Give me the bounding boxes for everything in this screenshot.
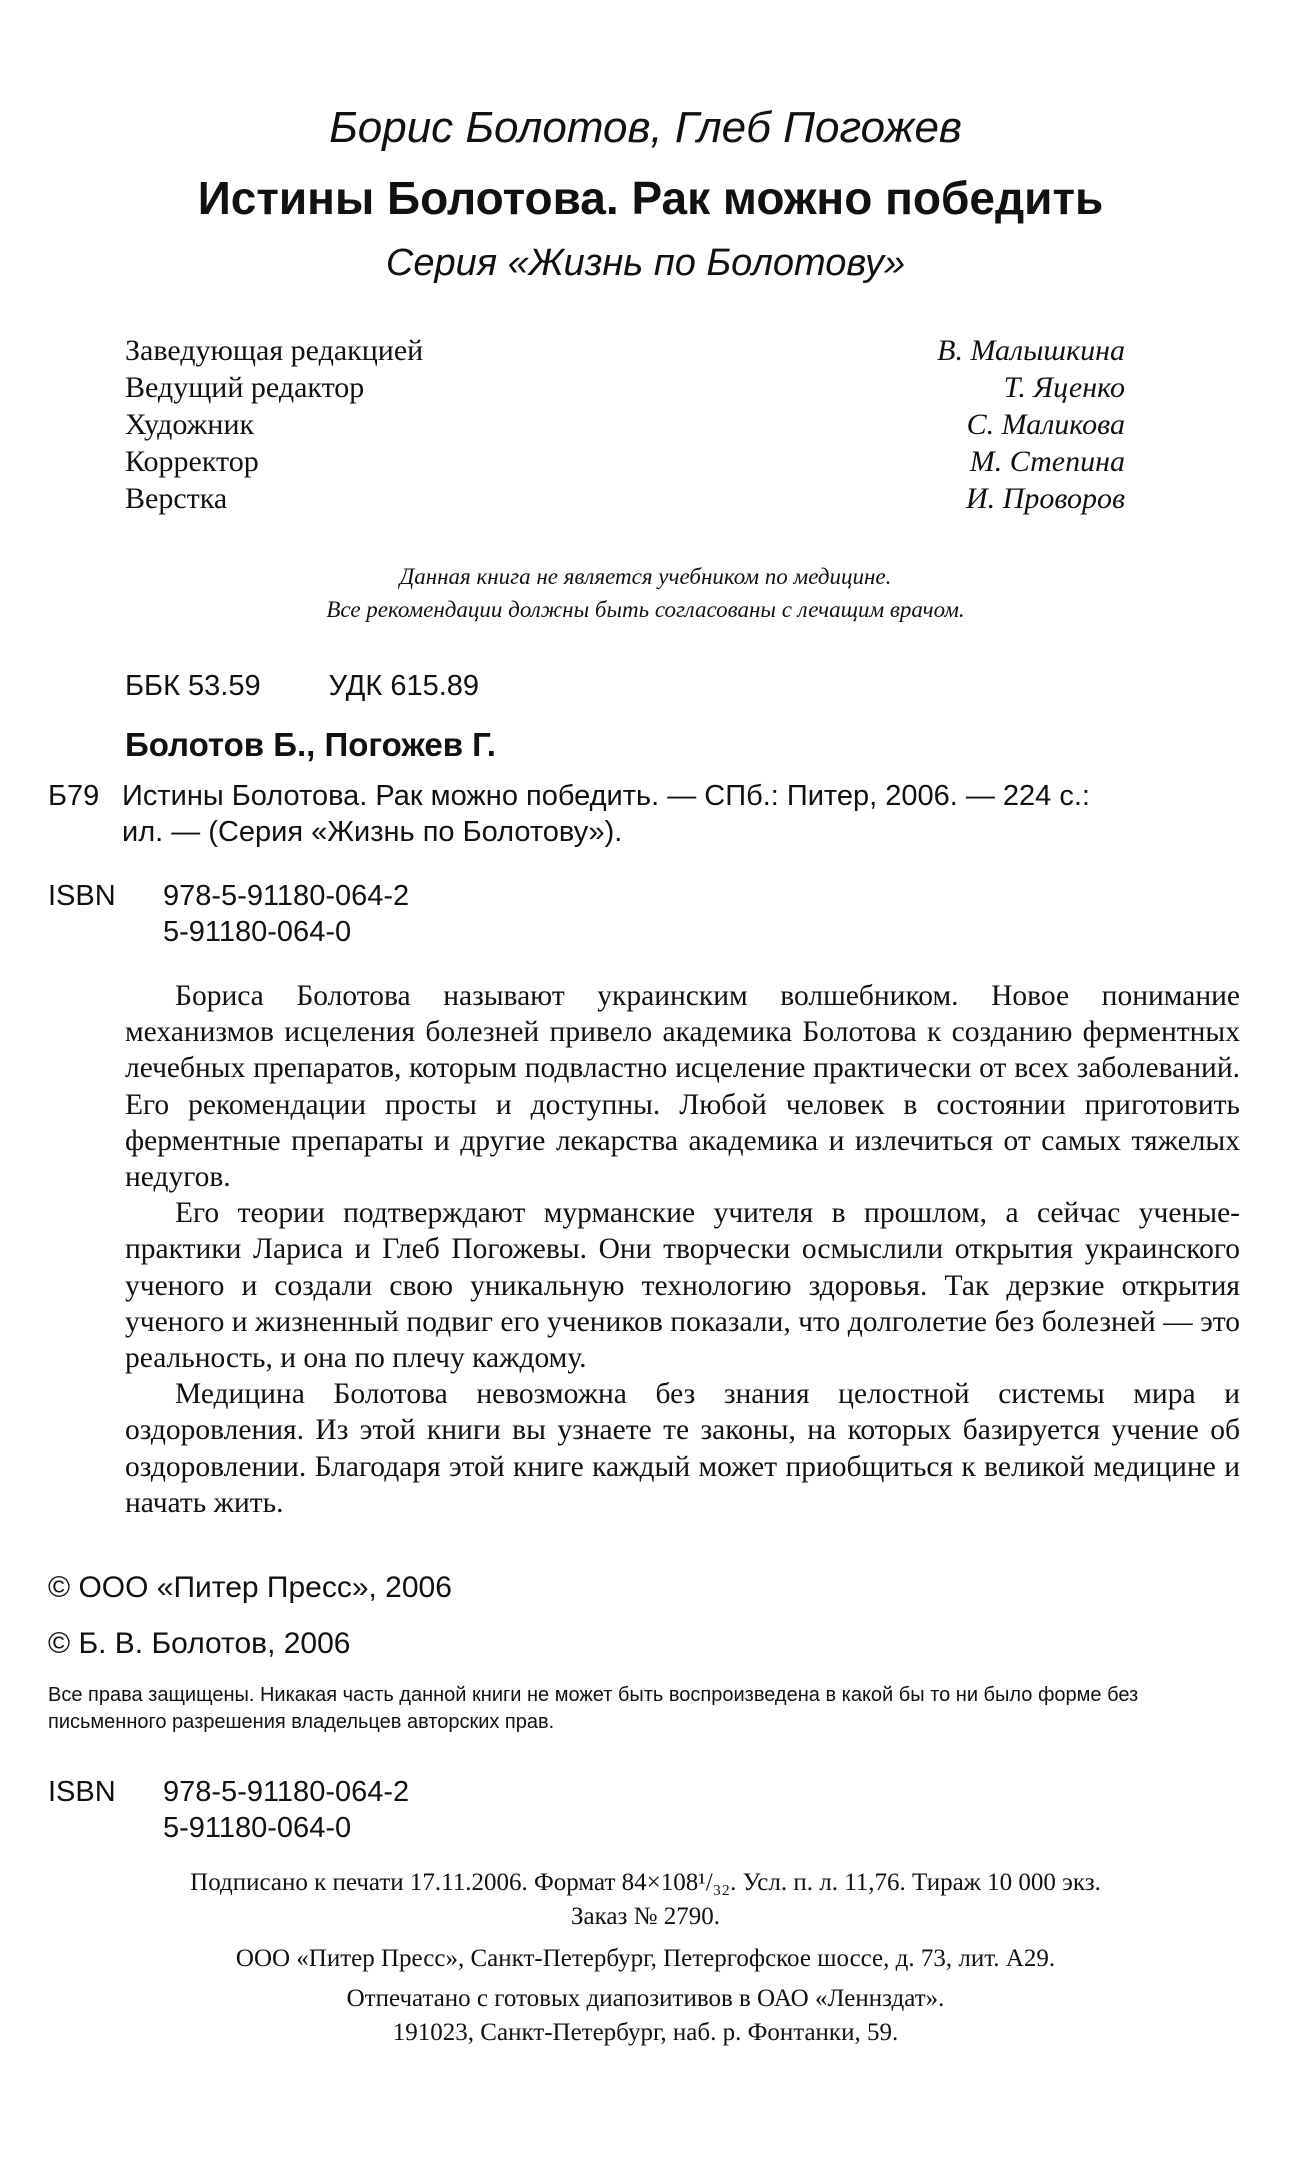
bbk-code: ББК 53.59 [125, 670, 261, 702]
credit-name: И. Проворов [966, 482, 1125, 515]
author-sign: Б79 [48, 780, 100, 812]
isbn-10: 5-91180-064-0 [163, 1812, 352, 1844]
book-abstract [125, 978, 1240, 1521]
rights-notice: Все права защищены. Никакая часть данной книги не может быть воспроизведена в какой бы то ни было форме без письменного разрешения владельцев авторских прав. [48, 1684, 1139, 1733]
disclaimer-line: Данная книга не является учебником по медицине. [399, 564, 892, 589]
credit-row [125, 480, 1125, 517]
isbn-10: 5-91180-064-0 [163, 916, 352, 948]
isbn-13: 978-5-91180-064-2 [163, 880, 410, 912]
print-signed: Подписано к печати 17.11.2006. Формат 84×108¹/₃₂. Усл. п. л. 11,76. Тираж 10 000 экз. [190, 1869, 1101, 1896]
credit-role: Заведующая редакцией [125, 334, 424, 367]
medical-disclaimer [0, 560, 1291, 626]
isbn-13: 978-5-91180-064-2 [163, 1776, 410, 1808]
credit-row [125, 332, 1125, 369]
udk-code: УДК 615.89 [328, 670, 480, 702]
book-authors: Борис Болотов, Глеб Погожев [329, 103, 962, 152]
isbn-block-top [48, 878, 409, 950]
editorial-credits [125, 332, 1125, 517]
biblio-entry [48, 778, 1228, 850]
credit-name: Т. Яценко [1003, 371, 1125, 404]
book-series: Серия «Жизнь по Болотову» [385, 242, 906, 284]
credit-role: Ведущий редактор [125, 371, 365, 404]
print-info [0, 1866, 1291, 2050]
credit-role: Художник [125, 408, 255, 441]
isbn-label: ISBN [48, 1776, 116, 1808]
credit-row [125, 406, 1125, 443]
credit-name: С. Маликова [966, 408, 1125, 441]
isbn-label: ISBN [48, 880, 116, 912]
credit-row [125, 443, 1125, 480]
credit-row [125, 369, 1125, 406]
credit-role: Верстка [125, 482, 228, 515]
book-title: Истины Болотова. Рак можно победить [197, 172, 1104, 224]
print-order: Заказ № 2790. [571, 1903, 720, 1930]
credit-role: Корректор [125, 445, 259, 478]
biblio-line: ил. — (Серия «Жизнь по Болотову»). [122, 816, 623, 848]
credit-name: М. Степина [969, 445, 1125, 478]
abstract-paragraph: Бориса Болотова называют украинским волшебником. Новое понимание механизмов исцеления болезней привело академика Болотова к созданию ферментных лечебных препаратов, которым подвластно исцеление практически от всех заболеваний. Его рекомендации просты и доступны. Любой человек в состоянии приготовить ферментные препараты и другие лекарства академика и излечиться от самых тяжелых недугов. [125, 980, 1240, 1194]
abstract-paragraph: Медицина Болотова невозможна без знания целостной системы мира и оздоровления. Из этой книги вы узнаете те законы, на которых базируется учение об оздоровлении. Благодаря этой книге каждый может приобщиться к великой медицине и начать жить. [125, 1378, 1240, 1519]
copyright-publisher: © ООО «Питер Пресс», 2006 [48, 1571, 452, 1604]
printed-note: Отпечатано с готовых диапозитивов в ОАО «Леннздат». [346, 1985, 945, 2012]
publisher-address: ООО «Питер Пресс», Санкт-Петербург, Петергофское шоссе, д. 73, лит. А29. [235, 1945, 1056, 1972]
abstract-paragraph: Его теории подтверждают мурманские учителя в прошлом, а сейчас ученые-практики Лариса и Глеб Погожевы. Они творчески осмыслили открытия украинского ученого и создали свою уникальную технологию здоровья. Так дерзкие открытия ученого и жизненный подвиг его учеников показали, что долголетие без болезней — это реальность, и она по плечу каждому. [125, 1197, 1240, 1375]
biblio-line: Истины Болотова. Рак можно победить. — СПб.: Питер, 2006. — 224 с.: [122, 780, 1090, 812]
printer-address: 191023, Санкт-Петербург, наб. р. Фонтанки, 59. [392, 2019, 899, 2046]
classification-codes [125, 668, 479, 704]
disclaimer-line: Все рекомендации должны быть согласованы с лечащим врачом. [326, 597, 965, 622]
copyright-author: © Б. В. Болотов, 2006 [48, 1627, 351, 1660]
credit-name: В. Малышкина [937, 334, 1125, 367]
isbn-block-bottom [48, 1774, 409, 1846]
biblio-authors: Болотов Б., Погожев Г. [125, 726, 496, 763]
